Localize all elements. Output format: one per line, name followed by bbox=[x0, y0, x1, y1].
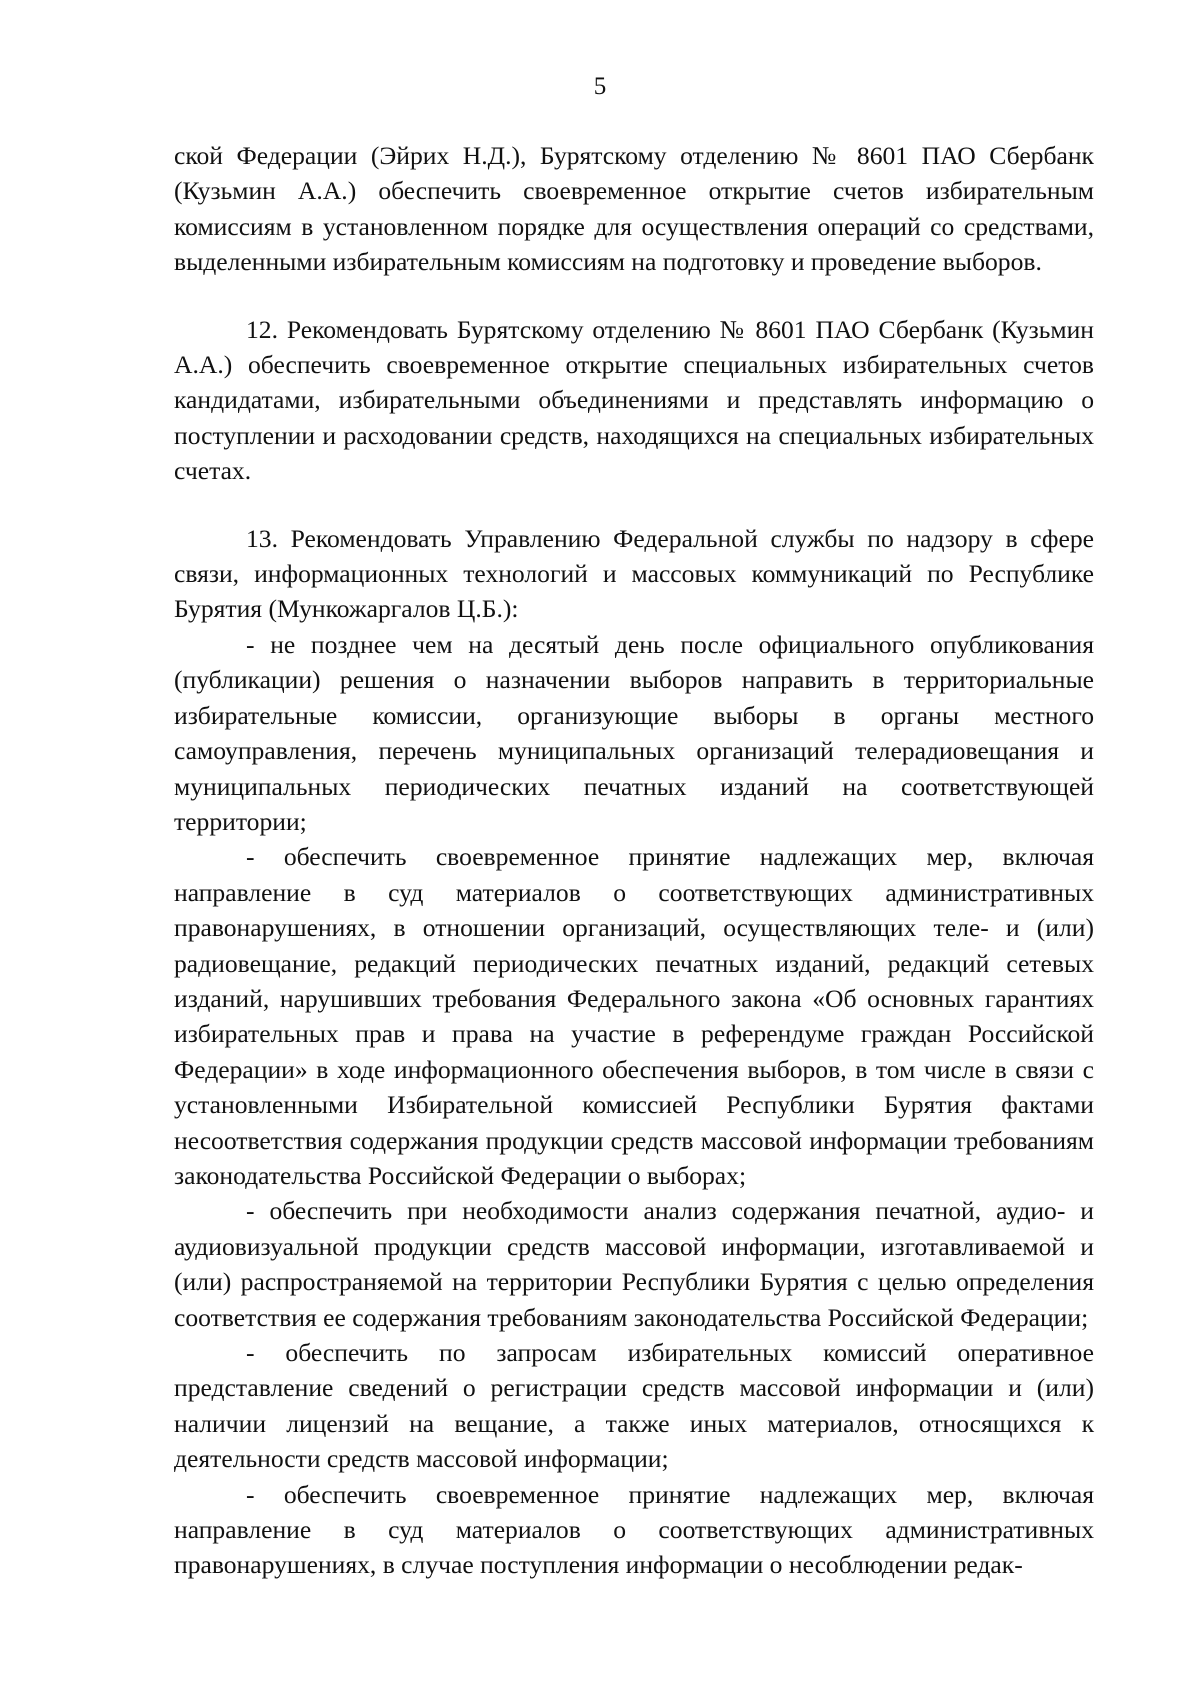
paragraph-continuation: ской Федерации (Эйрих Н.Д.), Бурятскому отделению № 8601 ПАО Сбербанк (Кузьмин А.А.) обеспечить своевременное открытие счетов избирательным комиссиям в установленном порядке для осуществления операций со средствами, выделенными избирательным комиссиям на подготовку и проведение выборов. bbox=[174, 141, 1094, 277]
page-number: 5 bbox=[593, 73, 607, 100]
paragraph-item-12: 12. Рекомендовать Бурятскому отделению № 8601 ПАО Сбербанк (Кузьмин А.А.) обеспечить своевременное открытие специальных избирательных счетов кандидатами, избирательными объединениями и представлять информацию о поступлении и расходовании средств, находящихся на специальных избирательных счетах. bbox=[174, 314, 1094, 486]
list-item-analysis: - обеспечить при необходимости анализ содержания печатной, аудио- и аудиовизуальной продукции средств массовой информации, изготавливаемой и (или) распространяемой на территории Республики Бурятия с целью определения соответствия ее содержания требованиям законодательства Российской Федерации; bbox=[174, 1196, 1094, 1332]
list-item-measures: - обеспечить своевременное принятие надлежащих мер, включая направление в суд материалов о соответствующих административных правонарушениях, в отношении организаций, осуществляющих теле- и (или) радиовещание, редакций периодических печатных изданий, редакций сетевых изданий, нарушивших требования Федерального закона «Об основных гарантиях избирательных прав и права на участие в референдуме граждан Российской Федерации» в ходе информационного обеспечения выборов, в том числе в связи с установленными Избирательной комиссией Республики Бурятия фактами несоответствия содержания продукции средств массовой информации требованиям законодательства Российской Федерации о выборах; bbox=[174, 842, 1094, 1190]
list-item-requests: - обеспечить по запросам избирательных комиссий оперативное представление сведений о регистрации средств массовой информации и (или) наличии лицензий на вещание, а также иных материалов, относящихся к деятельности средств массовой информации; bbox=[174, 1338, 1094, 1474]
list-item-publication: - не позднее чем на десятый день после официального опубликования (публикации) решения о назначении выборов направить в территориальные избирательные комиссии, организующие выборы в органы местного самоуправления, перечень муниципальных организаций телерадиовещания и муниципальных периодических печатных изданий на соответствующей территории; bbox=[174, 629, 1094, 836]
paragraph-item-13: 13. Рекомендовать Управлению Федеральной службы по надзору в сфере связи, информационных технологий и массовых коммуникаций по Республике Бурятия (Мункожаргалов Ц.Б.): bbox=[174, 523, 1094, 624]
document-body bbox=[174, 138, 1094, 1583]
list-item-measures-editorial: - обеспечить своевременное принятие надлежащих мер, включая направление в суд материалов о соответствующих административных правонарушениях, в случае поступления информации о несоблюдении редак- bbox=[174, 1479, 1094, 1580]
